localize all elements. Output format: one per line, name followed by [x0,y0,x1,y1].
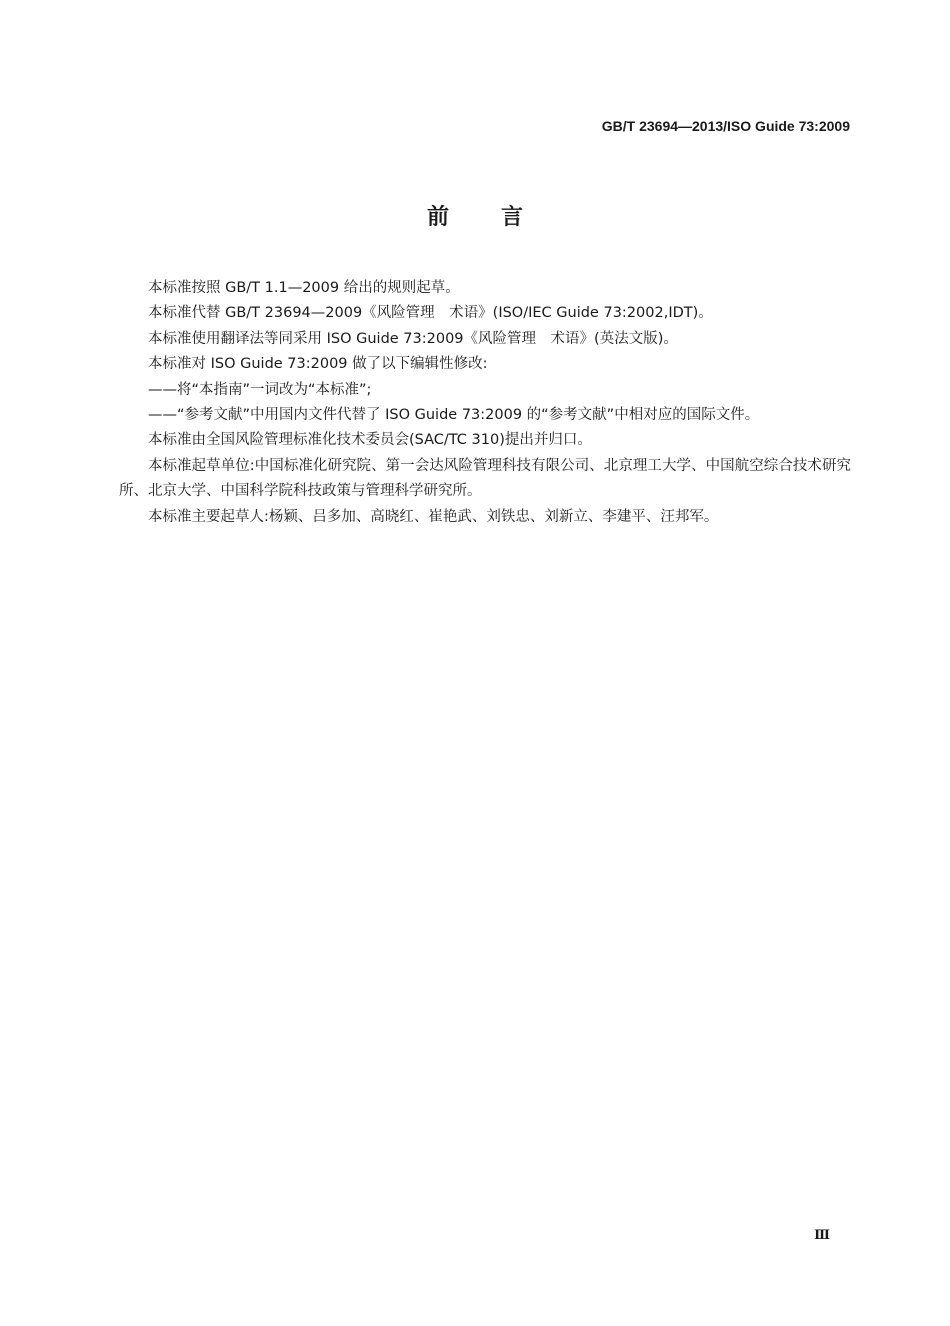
foreword-body [119,276,851,530]
page-title: 前言 [426,205,575,230]
paragraph-drafting-rules: 本标准按照 GB/T 1.1—2009 给出的规则起草。 [148,280,460,296]
paragraph-replaces: 本标准代替 GB/T 23694—2009《风险管理 术语》(ISO/IEC Guide 73:2002,IDT)。 [148,305,713,322]
paragraph-modifications-intro: 本标准对 ISO Guide 73:2009 做了以下编辑性修改: [148,356,488,373]
paragraph-proposed-by: 本标准由全国风险管理标准化技术委员会(SAC/TC 310)提出并归口。 [148,432,592,449]
list-item-modification-2: ——“参考文献”中用国内文件代替了 ISO Guide 73:2009 的“参考文献”中相对应的国际文件。 [148,407,760,424]
paragraph-drafting-units: 本标准起草单位:中国标准化研究院、第一会达风险管理科技有限公司、北京理工大学、中国航空综合技术研究所、北京大学、中国科学院科技政策与管理科学研究所。 [119,457,851,500]
paragraph-adoption: 本标准使用翻译法等同采用 ISO Guide 73:2009《风险管理 术语》(英法文版)。 [148,330,678,347]
list-item-modification-1: ——将“本指南”一词改为“本标准”; [148,381,372,398]
page-number: Ⅲ [814,1228,830,1243]
paragraph-drafters: 本标准主要起草人:杨颖、吕多加、高晓红、崔艳武、刘铁忠、刘新立、李建平、汪邦军。 [148,508,719,525]
standard-code-header: GB/T 23694—2013/ISO Guide 73:2009 [601,118,850,134]
